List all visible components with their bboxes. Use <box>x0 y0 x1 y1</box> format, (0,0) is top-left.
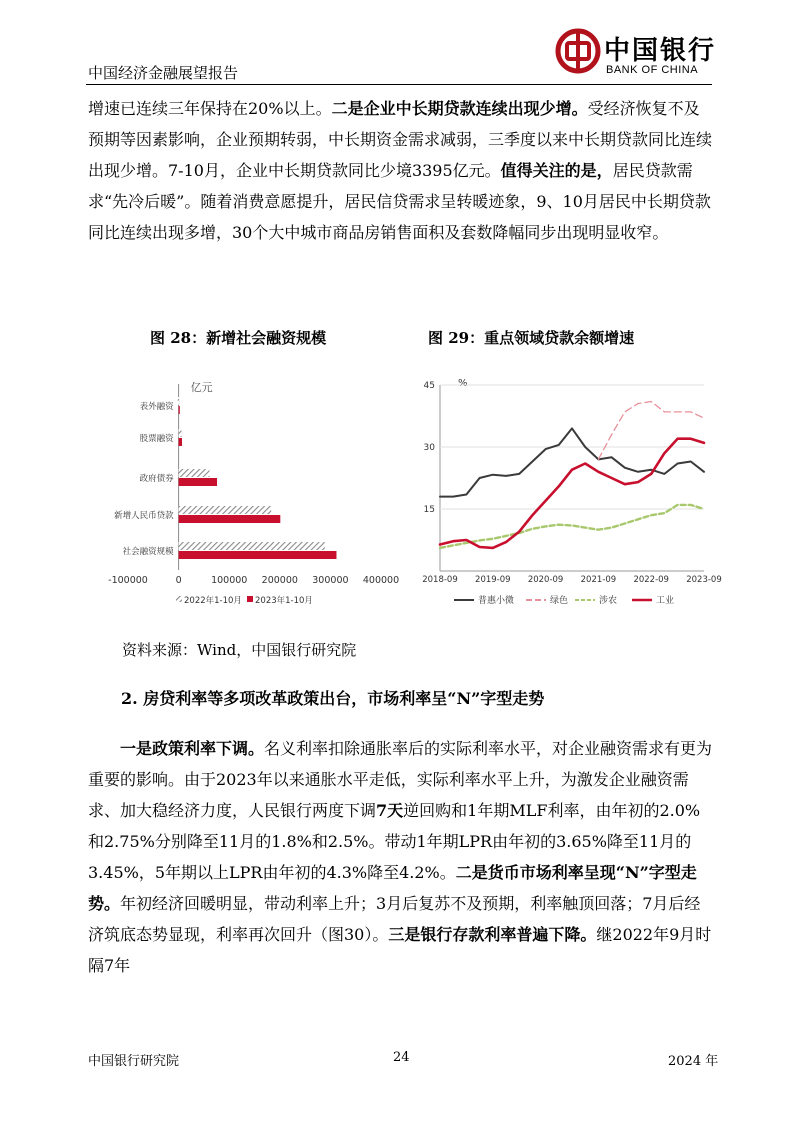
bar-2023 <box>179 551 337 559</box>
x-tick-label: 0 <box>175 575 182 586</box>
series-line-工业 <box>440 439 704 548</box>
x-tick-label: 2018-09 <box>422 575 458 585</box>
legend-label: 涉农 <box>599 596 618 606</box>
bar-2022 <box>179 429 182 437</box>
category-label: 新增人民币贷款 <box>114 511 174 521</box>
bar-2023 <box>179 406 180 414</box>
figure-29-caption: 图 29：重点领域贷款余额增速 <box>428 329 635 347</box>
bar-2023 <box>179 478 217 486</box>
para2-text-2: 逆回购和1年期MLF利率，由年初的2.0%和2.75%分别降至11月的1.8%和2.5%。带动1年期LPR由年初的3.65%降至11月的3.45%，5年期以上LPR由年初的4.3%降至4.2%。 <box>88 801 701 882</box>
bar-2022 <box>178 397 179 405</box>
bar-2022 <box>179 542 325 550</box>
paragraph-loan-demand <box>88 93 714 248</box>
unit-label: 亿元 <box>190 381 213 394</box>
category-label: 政府债券 <box>139 474 174 484</box>
legend-swatch-2022 <box>176 596 182 602</box>
category-label: 表外融资 <box>139 402 174 412</box>
para1-text-1: 增速已连续三年保持在20%以上。 <box>88 99 332 118</box>
x-tick-label: 100000 <box>211 575 248 586</box>
x-tick-label: 2022-09 <box>633 575 669 585</box>
para1-text-2: 受经济恢复不及预期等因素影响，企业预期转弱，中长期资金需求减弱，三季度以来中长期贷款同比连续出现少增。7-10月，企业中长期贷款同比少境3395亿元。 <box>88 99 713 180</box>
legend-label-2022: 2022年1-10月 <box>184 596 242 606</box>
x-tick-label: 2023-09 <box>686 575 722 585</box>
para2-emphasis-4: 三是银行存款利率普遍下降。 <box>388 925 597 944</box>
series-line-普惠小微 <box>440 428 704 496</box>
para1-text-3: 居民贷款需求“先冷后暖”。随着消费意愿提升，居民信贷需求呈转暖迹象，9、10月居民中长期贷款同比连续出现多增，30个大中城市商品房销售面积及套数降幅同步出现明显收窄。 <box>88 161 711 242</box>
logo-chinese-text: 中国银行 <box>604 36 717 66</box>
x-tick-label: 2021-09 <box>580 575 617 585</box>
para1-emphasis-2: 值得关注的是， <box>500 161 613 180</box>
para2-text-3: 年初经济回暖明显，带动利率上升；3月后复苏不及预期，利率触顶回落；7月后经济筑底态势显现，利率再次回升（图30）。 <box>88 894 701 944</box>
figure-29-line-chart <box>418 372 722 618</box>
bar-2022 <box>179 506 272 514</box>
series-line-涉农 <box>440 505 704 548</box>
para2-text-1: 名义利率扣除通胀率后的实际利率水平，对企业融资需求有更为重要的影响。由于2023年以来通胀水平走低，实际利率水平上升，为激发企业融资需求、加大稳经济力度，人民银行两度下调 <box>88 739 713 820</box>
unit-label: % <box>458 378 468 389</box>
bar-2023 <box>179 438 182 446</box>
paragraph-interest-rates <box>88 733 714 981</box>
bank-logo <box>553 24 717 84</box>
header-rule <box>86 84 712 85</box>
legend-swatch-2023 <box>247 596 253 602</box>
x-tick-label: -100000 <box>108 575 148 586</box>
series-line-绿色 <box>598 402 704 460</box>
footer-year: 2024 年 <box>668 1054 719 1069</box>
x-tick-label: 2019-09 <box>475 575 511 585</box>
footer-institution: 中国银行研究院 <box>88 1054 180 1069</box>
bar-2023 <box>179 515 281 523</box>
para2-emphasis-3: 二是货币市场利率呈现“N”字型走势。 <box>88 863 697 913</box>
para1-emphasis-1: 二是企业中长期贷款连续出现少增。 <box>331 99 588 118</box>
footer-page-number: 24 <box>393 1050 410 1065</box>
figure-28-caption: 图 28：新增社会融资规模 <box>150 329 327 347</box>
report-title: 中国经济金融展望报告 <box>88 64 239 82</box>
para2-text-4: 继2022年9月时隔7年 <box>88 925 712 975</box>
y-tick-label: 30 <box>423 443 435 453</box>
legend-label: 普惠小微 <box>478 596 515 606</box>
bank-of-china-emblem-icon <box>555 28 601 74</box>
x-tick-label: 400000 <box>362 575 400 586</box>
y-tick-label: 15 <box>423 505 435 515</box>
legend-label: 绿色 <box>550 596 569 606</box>
category-label: 股票融资 <box>139 434 174 444</box>
figure-28-bar-chart <box>98 372 398 618</box>
logo-english-text: BANK OF CHINA <box>606 64 699 76</box>
legend-label-2023: 2023年1-10月 <box>255 596 313 606</box>
para2-emphasis-1: 一是政策利率下调。 <box>120 739 265 758</box>
para2-emphasis-2: 7天 <box>376 801 404 820</box>
y-tick-label: 45 <box>423 381 435 391</box>
x-tick-label: 200000 <box>261 575 298 586</box>
legend-label: 工业 <box>656 596 675 606</box>
bar-2022 <box>179 469 210 477</box>
x-tick-label: 2020-09 <box>527 575 564 585</box>
source-note: 资料来源：Wind，中国银行研究院 <box>122 641 357 659</box>
category-label: 社会融资规模 <box>122 547 174 557</box>
section-2-title: 2. 房贷利率等多项改革政策出台，市场利率呈“N”字型走势 <box>121 689 545 708</box>
x-tick-label: 300000 <box>312 575 349 586</box>
